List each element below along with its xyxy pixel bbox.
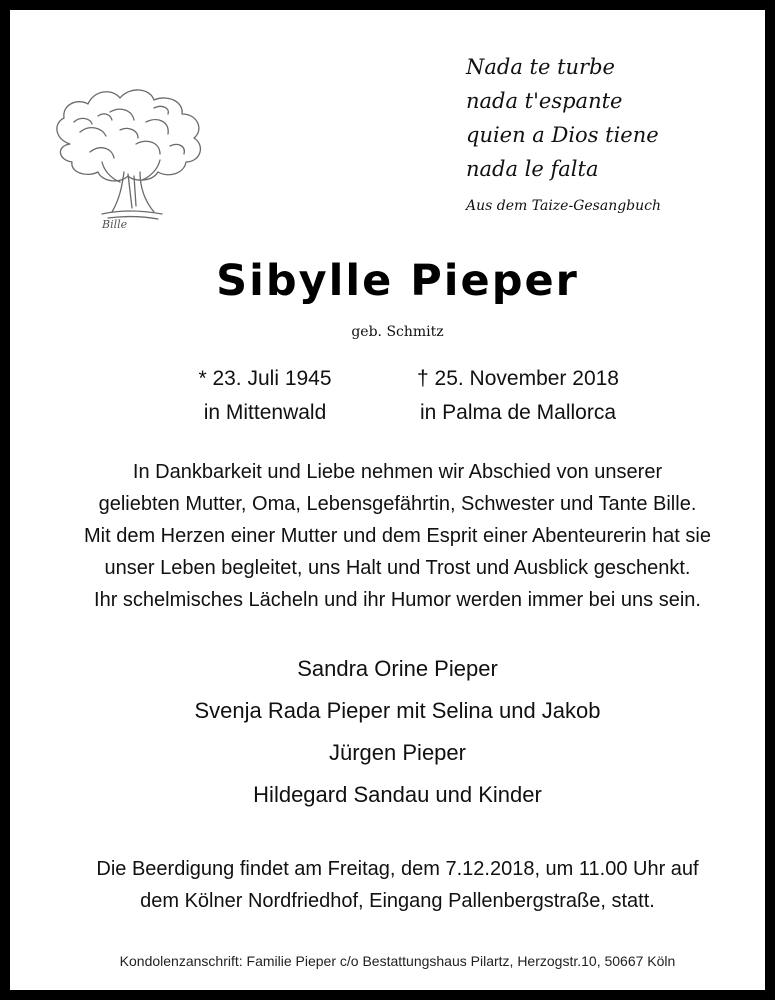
death-place: in Palma de Mallorca	[419, 401, 617, 424]
condolence-address: Kondolenzanschrift: Familie Pieper c/o Bestattungshaus Pilartz, Herzogstr.10, 50667 Köln	[119, 953, 676, 969]
quote-line: Nada te turbe	[466, 55, 615, 79]
message-line: In Dankbarkeit und Liebe nehmen wir Abschied von unserer	[132, 461, 663, 483]
funeral-line: Die Beerdigung findet am Freitag, dem 7.12.2018, um 11.00 Uhr auf	[96, 858, 699, 880]
mourner-name: Svenja Rada Pieper mit Selina und Jakob	[194, 698, 601, 723]
death-info	[398, 362, 638, 430]
signature-text: Bille	[102, 218, 128, 230]
farewell-message	[30, 456, 765, 616]
message-line: Ihr schelmisches Lächeln und ihr Humor werden immer bei uns sein.	[94, 589, 701, 611]
mourner-name: Hildegard Sandau und Kinder	[253, 782, 542, 807]
funeral-info	[30, 853, 765, 917]
birth-date: * 23. Juli 1945	[198, 367, 332, 390]
mourners-list	[10, 648, 775, 816]
message-line: geliebten Mutter, Oma, Lebensgefährtin, Schwester und Tante Bille.	[98, 493, 697, 515]
quote-line: nada le falta	[466, 157, 599, 181]
funeral-line: dem Kölner Nordfriedhof, Eingang Pallenbergstraße, statt.	[140, 890, 655, 912]
birth-place: in Mittenwald	[203, 401, 327, 424]
mourner-name: Jürgen Pieper	[329, 740, 466, 765]
birth-info	[130, 362, 400, 430]
message-line: unser Leben begleitet, uns Halt und Trost und Ausblick geschenkt.	[104, 557, 691, 579]
quote-line: nada t'espante	[466, 89, 623, 113]
quote-source: Aus dem Taize-Gesangbuch	[466, 198, 662, 214]
tree-sketch-image	[50, 82, 212, 230]
deceased-name: Sibylle Pieper	[216, 256, 579, 306]
quote-block	[466, 50, 756, 214]
death-date: † 25. November 2018	[417, 367, 619, 390]
mourner-name: Sandra Orine Pieper	[297, 656, 498, 681]
quote-line: quien a Dios tiene	[466, 123, 659, 147]
message-line: Mit dem Herzen einer Mutter und dem Esprit einer Abenteurerin hat sie	[84, 525, 711, 547]
birth-name: geb. Schmitz	[351, 324, 444, 340]
